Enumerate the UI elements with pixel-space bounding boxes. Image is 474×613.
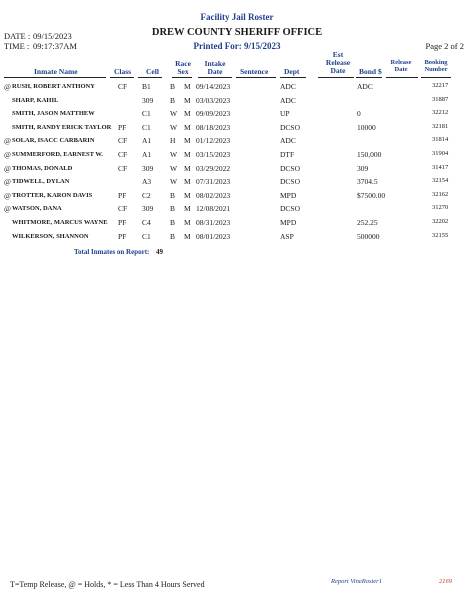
cell-name: RUSH, ROBERT ANTHONY <box>12 83 95 90</box>
cell-bond: 500000 <box>357 231 380 241</box>
cell-race: B <box>170 82 176 91</box>
cell-cell: A1 <box>142 136 152 146</box>
col-release-date <box>387 59 415 73</box>
cell-dept: DCSO <box>280 204 301 214</box>
cell-booking: 32162 <box>432 190 449 198</box>
cell-booking: 32154 <box>432 177 449 185</box>
col-est-line1: Est <box>332 50 344 59</box>
cell-class: PF <box>118 122 127 132</box>
cell-intake: 07/31/2023 <box>196 177 231 187</box>
cell-cell: 309 <box>142 163 154 173</box>
header-rule-release <box>386 77 418 78</box>
total-label: Total Inmates on Report: <box>74 248 150 256</box>
col-race: Race <box>175 59 191 68</box>
cell-dept: DCSO <box>280 122 301 132</box>
cell-cell: B1 <box>142 82 151 91</box>
header-rule-name <box>4 77 106 78</box>
report-code: 2169 <box>439 578 452 585</box>
cell-sex: M <box>184 122 191 132</box>
col-intake-line1: Intake <box>204 59 226 68</box>
table-row <box>0 150 474 163</box>
cell-intake: 03/15/2023 <box>196 150 231 159</box>
cell-bond: $7500.00 <box>357 190 386 200</box>
cell-intake: 01/12/2023 <box>196 136 231 146</box>
cell-class: PF <box>118 218 127 227</box>
cell-race: W <box>170 163 178 173</box>
col-release-line1: Release <box>390 59 412 66</box>
table-row <box>0 136 474 149</box>
cell-intake: 12/08/2021 <box>196 204 231 214</box>
cell-intake: 08/02/2023 <box>196 190 231 200</box>
legend-text: T=Temp Release, @ = Holds, * = Less Than 4 Hours Served <box>10 580 205 589</box>
cell-dept: DCSO <box>280 177 301 187</box>
cell-bond: 0 <box>357 109 361 119</box>
col-sex: Sex <box>177 67 189 76</box>
col-est-release-date <box>324 51 352 75</box>
table-row <box>0 204 474 217</box>
cell-dept: DTF <box>280 150 295 159</box>
printed-for: Printed For: 9/15/2023 <box>193 41 281 51</box>
cell-dept: DCSO <box>280 163 301 173</box>
cell-name: WATSON, DANA <box>12 205 62 213</box>
cell-sex: M <box>184 82 191 91</box>
cell-flag: @ <box>4 163 11 173</box>
cell-flag: @ <box>4 204 11 214</box>
cell-flag: @ <box>4 190 11 200</box>
table-row <box>0 82 474 95</box>
col-intake-line2: Date <box>207 67 223 76</box>
cell-bond: 150,000 <box>357 150 382 159</box>
office-name: DREW COUNTY SHERIFF OFFICE <box>151 27 323 38</box>
cell-name: SHARP, KAHIL <box>12 96 59 104</box>
cell-bond: ADC <box>357 82 373 91</box>
cell-dept: ADC <box>280 82 296 91</box>
cell-race: B <box>170 231 176 241</box>
cell-intake: 03/03/2023 <box>196 95 231 105</box>
cell-booking: 32217 <box>432 82 449 89</box>
cell-dept: MPD <box>280 218 297 227</box>
col-class: Class <box>114 67 132 76</box>
table-row <box>0 177 474 190</box>
cell-name: SUMMERFORD, EARNEST W. <box>12 151 103 158</box>
header-rule-sentence <box>236 77 276 78</box>
cell-name: THOMAS, DONALD <box>12 164 73 172</box>
cell-cell: C1 <box>142 122 151 132</box>
cell-booking: 32181 <box>432 122 449 130</box>
cell-sex: M <box>184 218 191 227</box>
table-row <box>0 96 474 109</box>
header-rule-race <box>172 77 192 78</box>
table-row <box>0 232 474 245</box>
cell-name: SMITH, JASON MATTHEW <box>12 110 95 118</box>
cell-name: TIDWELL, DYLAN <box>12 178 70 186</box>
date-label: DATE : <box>4 31 31 41</box>
report-name: Report VineRoster1 <box>331 578 382 585</box>
cell-class: CF <box>118 82 128 91</box>
cell-flag: @ <box>4 150 11 159</box>
cell-sex: M <box>184 177 191 187</box>
cell-booking: 31814 <box>432 136 449 144</box>
cell-race: B <box>170 218 176 227</box>
cell-intake: 03/29/2022 <box>196 163 231 173</box>
cell-booking: 31887 <box>432 95 449 103</box>
cell-booking: 31904 <box>432 150 449 157</box>
cell-race: B <box>170 190 176 200</box>
cell-dept: UP <box>280 109 290 119</box>
table-row <box>0 191 474 204</box>
cell-cell: C2 <box>142 190 151 200</box>
header-rule-booking <box>421 77 451 78</box>
cell-class: CF <box>118 136 128 146</box>
date-value: 09/15/2023 <box>33 31 72 41</box>
cell-flag: @ <box>4 82 11 91</box>
cell-dept: ASP <box>280 231 294 241</box>
cell-cell: C4 <box>142 218 151 227</box>
cell-flag: @ <box>4 136 11 146</box>
cell-name: SOLAR, ISACC CARBARIN <box>12 137 95 145</box>
cell-class: CF <box>118 204 128 214</box>
cell-intake: 09/14/2023 <box>196 82 231 91</box>
col-inmate-name: Inmate Name <box>34 67 78 76</box>
page-number: Page 2 of 2 <box>425 41 464 51</box>
cell-dept: ADC <box>280 95 296 105</box>
cell-cell: 309 <box>142 95 154 105</box>
col-sentence: Sentence <box>240 67 269 76</box>
time-label: TIME : <box>4 41 30 51</box>
cell-bond: 309 <box>357 163 369 173</box>
cell-race: H <box>170 136 176 146</box>
cell-intake: 08/18/2023 <box>196 122 231 132</box>
cell-name: WHITMORE, MARCUS WAYNE <box>12 219 108 226</box>
col-release-line2: Date <box>394 66 408 73</box>
col-cell: Cell <box>146 67 159 76</box>
cell-intake: 08/31/2023 <box>196 218 231 227</box>
table-row <box>0 123 474 136</box>
col-est-line3: Date <box>330 66 346 75</box>
header-rule-bond <box>356 77 382 78</box>
col-intake-date <box>202 60 228 76</box>
col-bond: Bond $ <box>359 67 382 76</box>
cell-cell: C1 <box>142 109 151 119</box>
cell-race: W <box>170 150 178 159</box>
cell-cell: C1 <box>142 231 151 241</box>
table-row <box>0 109 474 122</box>
header-rule-class <box>110 77 134 78</box>
col-booking-line1: Booking <box>424 59 448 66</box>
col-booking-number <box>422 59 450 73</box>
cell-bond: 252.25 <box>357 218 378 227</box>
report-title: Facility Jail Roster <box>200 12 274 22</box>
cell-bond: 10000 <box>357 122 376 132</box>
cell-name: TROTTER, KARON DAVIS <box>12 191 93 199</box>
cell-cell: A1 <box>142 150 152 159</box>
cell-class: PF <box>118 190 127 200</box>
table-row <box>0 164 474 177</box>
cell-booking: 31270 <box>432 204 449 212</box>
cell-booking: 31417 <box>432 163 449 171</box>
cell-race: B <box>170 95 176 105</box>
cell-sex: M <box>184 150 191 159</box>
cell-flag: @ <box>4 177 11 187</box>
cell-booking: 32155 <box>432 231 449 239</box>
header-rule-dept <box>280 77 306 78</box>
cell-dept: MPD <box>280 190 297 200</box>
cell-sex: M <box>184 231 191 241</box>
header-rule-cell <box>138 77 162 78</box>
cell-bond: 3704.5 <box>357 177 378 187</box>
cell-class: CF <box>118 163 128 173</box>
cell-booking: 32202 <box>432 218 449 225</box>
cell-race: W <box>170 109 178 119</box>
cell-race: W <box>170 122 178 132</box>
cell-sex: M <box>184 204 191 214</box>
cell-cell: 309 <box>142 204 154 214</box>
table-row <box>0 218 474 231</box>
total-value: 49 <box>156 248 163 256</box>
col-dept: Dept <box>284 67 300 76</box>
col-booking-line2: Number <box>424 66 448 73</box>
cell-booking: 32212 <box>432 109 449 117</box>
cell-intake: 08/01/2023 <box>196 231 231 241</box>
col-race-sex <box>175 60 191 76</box>
cell-class: CF <box>118 150 128 159</box>
cell-dept: ADC <box>280 136 296 146</box>
cell-class: PF <box>118 231 127 241</box>
cell-race: W <box>170 177 178 187</box>
cell-cell: A3 <box>142 177 152 187</box>
cell-sex: M <box>184 136 191 146</box>
col-est-line2: Release <box>325 58 351 67</box>
cell-sex: M <box>184 163 191 173</box>
cell-sex: M <box>184 190 191 200</box>
time-value: 09:17:37AM <box>33 41 77 51</box>
cell-name: WILKERSON, SHANNON <box>12 232 89 240</box>
cell-intake: 09/09/2023 <box>196 109 231 119</box>
cell-race: B <box>170 204 176 214</box>
header-rule-est <box>318 77 354 78</box>
cell-sex: M <box>184 95 191 105</box>
header-rule-intake <box>198 77 232 78</box>
cell-name: SMITH, RANDY ERICK TAYLOR <box>12 123 112 131</box>
cell-sex: M <box>184 109 191 119</box>
